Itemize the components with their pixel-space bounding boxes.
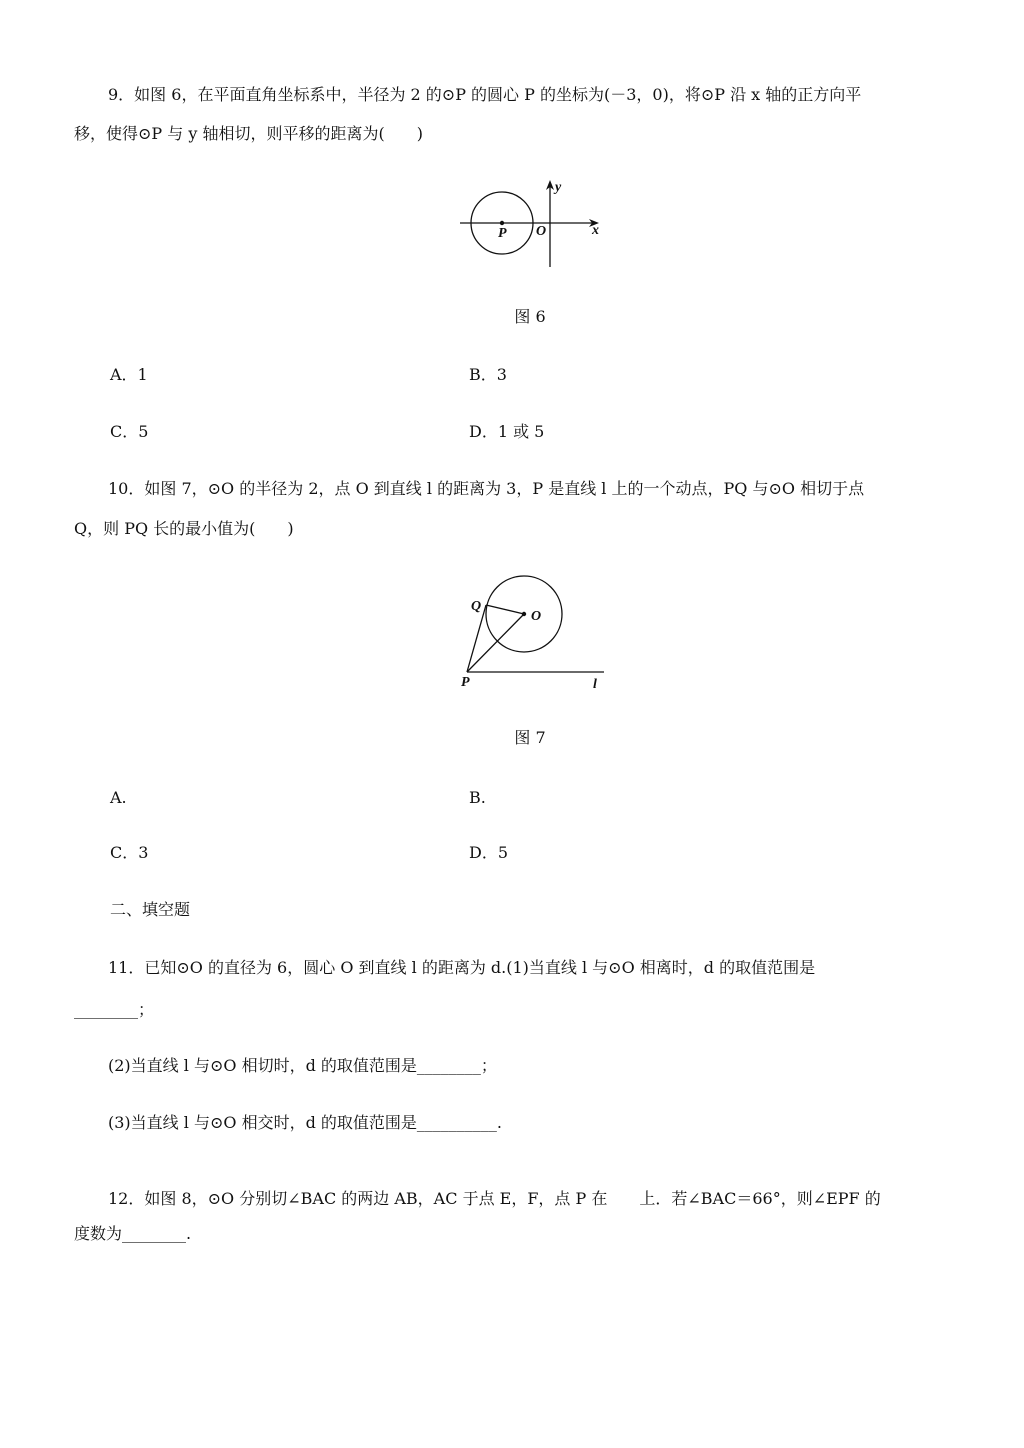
q10-option-b: B.	[469, 788, 486, 807]
point-p	[500, 221, 504, 225]
label-q: Q	[471, 599, 482, 614]
figure-7-caption: 图 7	[514, 728, 546, 747]
label-l: l	[593, 677, 597, 692]
q12-text-line1: 12．如图 8，⊙O 分别切∠BAC 的两边 AB，AC 于点 E，F，点 P 在 上．若∠BAC＝66°，则∠EPF 的	[108, 1189, 881, 1208]
q10-text-line1: 10．如图 7，⊙O 的半径为 2，点 O 到直线 l 的距离为 3，P 是直线 l 上的一个动点，PQ 与⊙O 相切于点	[108, 479, 865, 498]
q12-text-line2: 度数为________.	[74, 1224, 192, 1243]
figure-7	[455, 570, 615, 695]
q11-text-line4: (3)当直线 l 与⊙O 相交时，d 的取值范围是__________.	[108, 1113, 502, 1132]
section-title-fill-in: 二、填空题	[110, 900, 191, 919]
label-y: y	[555, 180, 562, 195]
q10-option-a: A.	[110, 788, 127, 807]
label-o7: O	[531, 609, 542, 624]
figure-6-caption: 图 6	[514, 307, 546, 326]
q11-text-line3: (2)当直线 l 与⊙O 相切时，d 的取值范围是________；	[108, 1056, 497, 1075]
q10-option-c: C．3	[110, 843, 149, 862]
q9-option-d: D．1 或 5	[469, 422, 545, 441]
figure-6	[455, 175, 615, 275]
q9-text-line2: 移，使得⊙P 与 y 轴相切，则平移的距离为( )	[74, 124, 423, 143]
segment-qo	[486, 605, 524, 614]
q11-text-line1: 11．已知⊙O 的直径为 6，圆心 O 到直线 l 的距离为 d.(1)当直线 l 与⊙O 相离时，d 的取值范围是	[108, 958, 816, 977]
q9-option-a: A．1	[110, 365, 148, 384]
q9-option-c: C．5	[110, 422, 149, 441]
q9-option-b: B．3	[469, 365, 507, 384]
q10-text-line2: Q，则 PQ 长的最小值为( )	[74, 519, 294, 538]
q10-option-d: D．5	[469, 843, 509, 862]
label-o: O	[536, 224, 547, 239]
q11-text-line2: ________；	[74, 1000, 155, 1019]
label-p: P	[498, 226, 507, 241]
q9-text-line1: 9．如图 6，在平面直角坐标系中，半径为 2 的⊙P 的圆心 P 的坐标为(－3，0)，将⊙P 沿 x 轴的正方向平	[108, 85, 862, 104]
label-p7: P	[461, 675, 470, 690]
label-x: x	[592, 223, 599, 238]
